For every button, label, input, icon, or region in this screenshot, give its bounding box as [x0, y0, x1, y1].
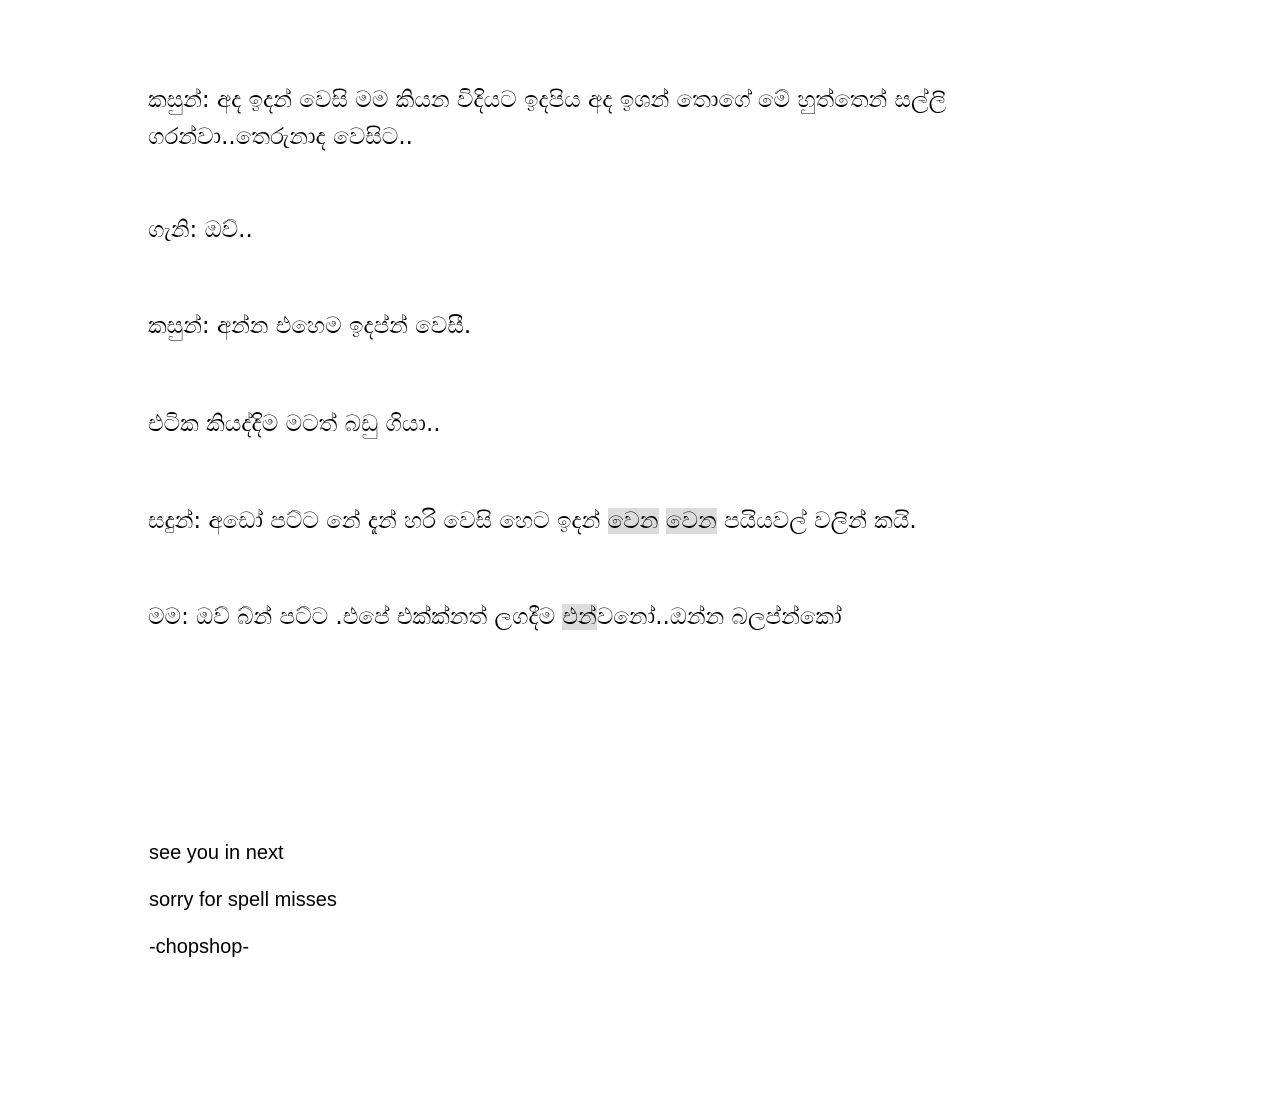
paragraph-line — [148, 599, 1148, 636]
paragraph-line: කසුන්: අද ඉදන් වෙසි මම කියන විදියට ඉදපිය අද ඉශන් තොගේ මේ හුත්තෙන් සල්ලි — [148, 87, 947, 113]
paragraph-5 — [148, 503, 1148, 540]
paragraph-4 — [148, 406, 1148, 443]
text-run: මම: ඔව් බ්න් පට්ට .එපේ එක්ක්නත් ලගදීම — [148, 604, 563, 630]
paragraph-line: ගරන්වා..තෙරුනාද වෙසිට.. — [148, 124, 413, 150]
closing-line-2: sorry for spell misses — [149, 889, 337, 911]
text-run — [659, 508, 666, 534]
text-run: වනෝ — [596, 604, 656, 630]
text-run: ..ඔන්න බලප්න්කෝ — [655, 604, 842, 630]
text-run: පයියවල් වලින් කයි. — [716, 508, 917, 534]
paragraph-line: ගැනි: ඔව්.. — [148, 217, 253, 243]
text-run: සදුන්: අඩෝ පට්ට නේ දැන් හරි වෙසි හෙට ඉදන් — [148, 508, 608, 534]
paragraph-line — [148, 503, 1148, 540]
signature: -chopshop- — [149, 936, 250, 958]
highlighted-text: වෙන — [665, 508, 717, 534]
paragraph-line: එටික කියද්දිම මටත් බඩු ගියා.. — [148, 411, 441, 437]
paragraph-line: කසුන්: අන්න එහෙම ඉදප්න් වෙසී. — [148, 313, 472, 339]
closing-line-1: see you in next — [149, 842, 284, 864]
highlighted-text: වෙන — [607, 508, 659, 534]
paragraph-1 — [148, 82, 1148, 156]
highlighted-text: එන් — [562, 604, 597, 630]
paragraph-6 — [148, 599, 1148, 636]
paragraph-2 — [148, 212, 1148, 249]
paragraph-3 — [148, 308, 1148, 345]
